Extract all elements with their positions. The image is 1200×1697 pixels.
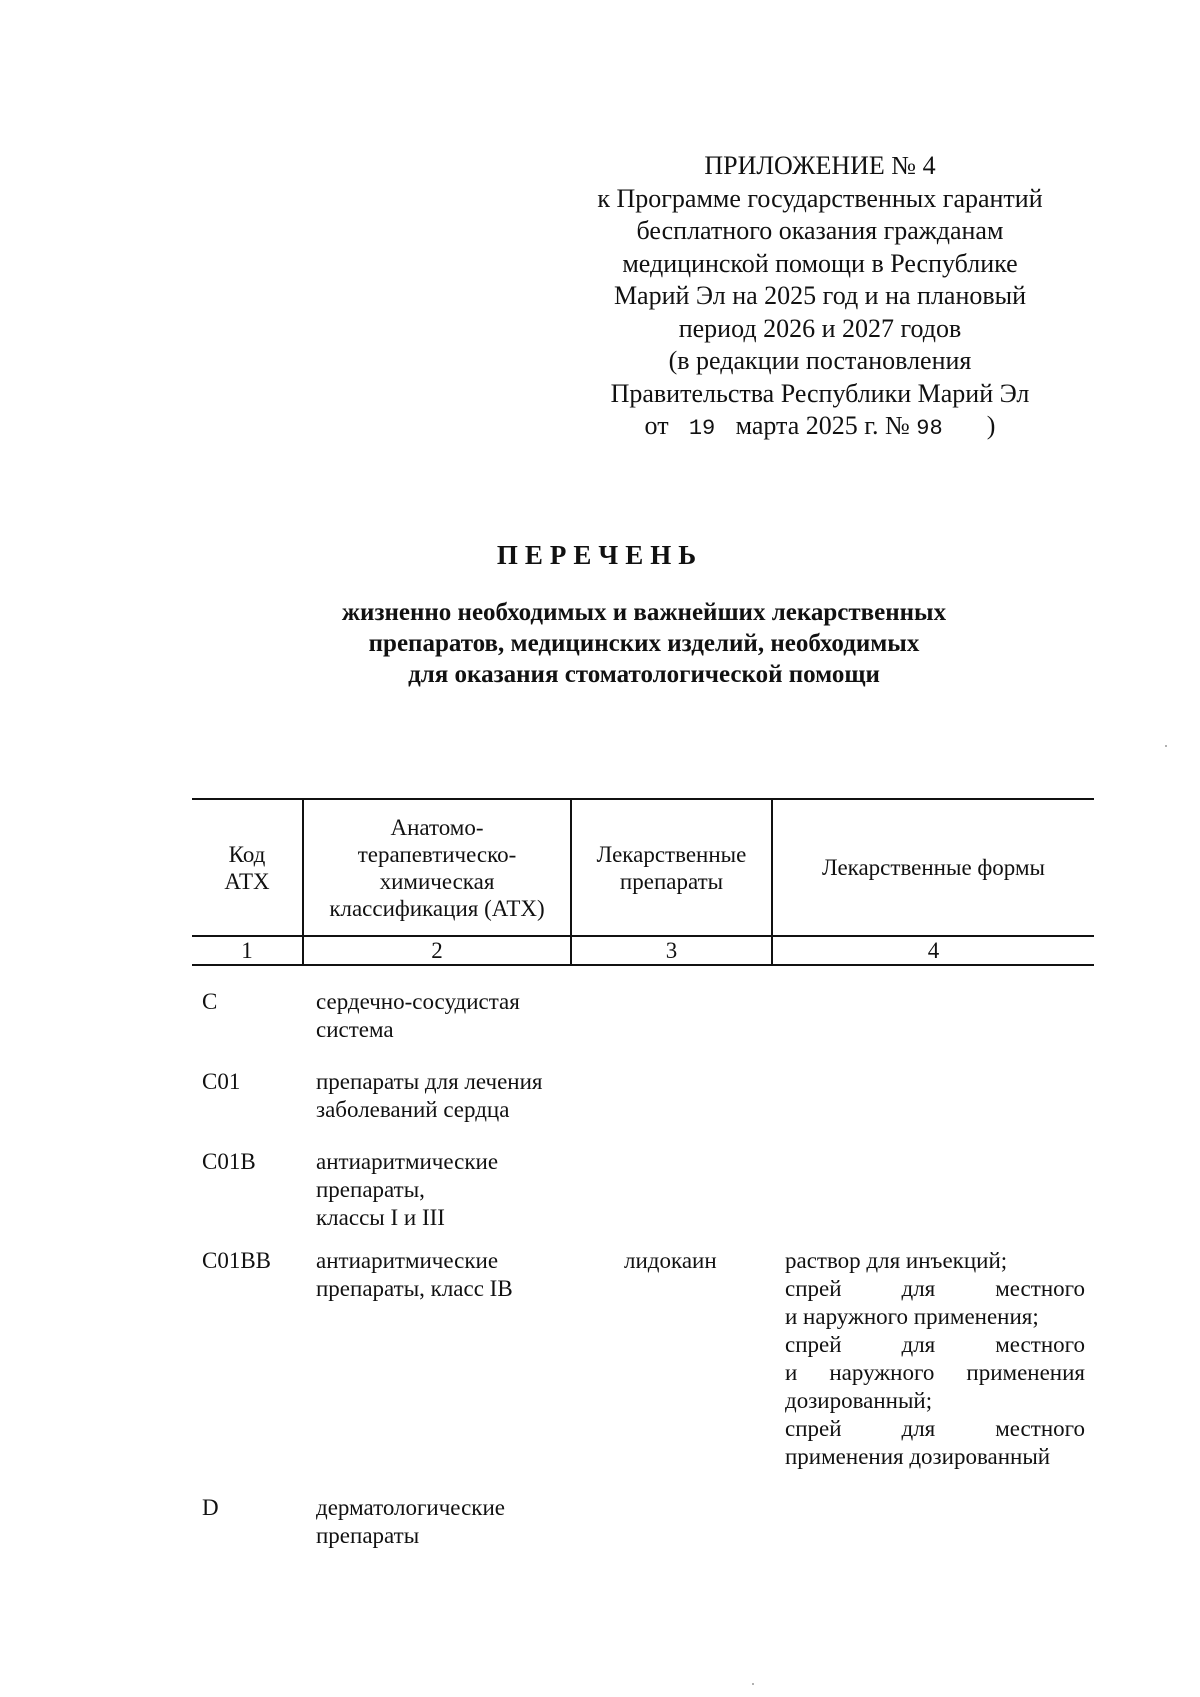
date-rest: марта 2025 г. № xyxy=(735,411,910,440)
dosage-form-word: спрей xyxy=(785,1276,842,1301)
dosage-form-word: и xyxy=(785,1360,798,1385)
appendix-line: (в редакции постановления xyxy=(668,346,972,375)
atc-code: D xyxy=(202,1495,219,1520)
dosage-form-line xyxy=(785,1331,1085,1359)
date-prefix: от xyxy=(644,411,669,440)
scan-speck xyxy=(752,1683,754,1685)
dosage-form-word: местного xyxy=(995,1332,1085,1357)
atc-code: C01BB xyxy=(202,1248,272,1273)
appendix-line: Правительства Республики Марий Эл xyxy=(610,378,1030,408)
dosage-form-word: наружного xyxy=(829,1360,935,1385)
appendix-line: ПРИЛОЖЕНИЕ № 4 xyxy=(704,151,936,180)
header-code: Код АТХ xyxy=(192,799,303,936)
drug-name: лидокаин xyxy=(624,1248,717,1273)
header-classification: Анатомо- терапевтическо- химическая классификация (АТХ) xyxy=(303,799,571,936)
dosage-form-word: применения xyxy=(966,1360,1085,1385)
atc-code: C xyxy=(202,989,218,1014)
dosage-form-line xyxy=(785,1359,1085,1387)
header-drugs: Лекарственные препараты xyxy=(571,799,772,936)
column-number: 3 xyxy=(571,936,772,965)
atc-code: C01B xyxy=(202,1149,256,1174)
header-forms: Лекарственные формы xyxy=(772,799,1094,936)
dosage-form-word: для xyxy=(901,1332,936,1357)
dosage-form-line: дозированный; xyxy=(785,1388,933,1413)
atc-code: C01 xyxy=(202,1069,241,1094)
decree-number: 98 xyxy=(916,416,943,441)
appendix-line: к Программе государственных гарантий xyxy=(597,183,1043,213)
atc-classification: дерматологические препараты xyxy=(316,1495,505,1548)
dosage-form-line xyxy=(785,1275,1085,1303)
atc-classification: антиаритмические препараты, классы I и III xyxy=(316,1149,499,1230)
dosage-form-word: спрей xyxy=(785,1332,842,1357)
date-close: ) xyxy=(986,411,996,440)
atc-classification: препараты для лечения заболеваний сердца xyxy=(316,1069,543,1122)
atc-classification: антиаритмические препараты, класс IB xyxy=(316,1248,513,1301)
appendix-line: медицинской помощи в Республике xyxy=(622,248,1018,278)
dosage-form-word: спрей xyxy=(785,1416,842,1441)
appendix-line: Марий Эл на 2025 год и на плановый xyxy=(613,281,1027,310)
subtitle-line: препаратов, медицинских изделий, необходимых xyxy=(368,630,920,657)
subtitle-line: жизненно необходимых и важнейших лекарственных xyxy=(341,599,947,626)
appendix-line: период 2026 и 2027 годов xyxy=(678,313,962,343)
dosage-form-word: местного xyxy=(995,1416,1085,1441)
appendix-line: бесплатного оказания гражданам xyxy=(636,216,1004,245)
atc-classification: сердечно-сосудистая система xyxy=(316,989,520,1042)
dosage-form-line: и наружного применения; xyxy=(785,1304,1039,1329)
column-number: 4 xyxy=(772,936,1094,965)
date-day: 19 xyxy=(688,416,716,441)
document-title: ПЕРЕЧЕНЬ xyxy=(496,540,704,570)
dosage-form-line xyxy=(785,1415,1085,1443)
dosage-form-word: для xyxy=(901,1416,936,1441)
dosage-form-word: для xyxy=(901,1276,936,1301)
column-number: 2 xyxy=(303,936,571,965)
column-number: 1 xyxy=(192,936,303,965)
scan-speck xyxy=(1165,745,1167,747)
dosage-form-line: раствор для инъекций; xyxy=(785,1248,1008,1273)
subtitle-line: для оказания стоматологической помощи xyxy=(408,661,880,688)
dosage-forms xyxy=(785,1247,1085,1471)
dosage-form-word: местного xyxy=(995,1276,1085,1301)
dosage-form-line: применения дозированный xyxy=(785,1444,1051,1469)
